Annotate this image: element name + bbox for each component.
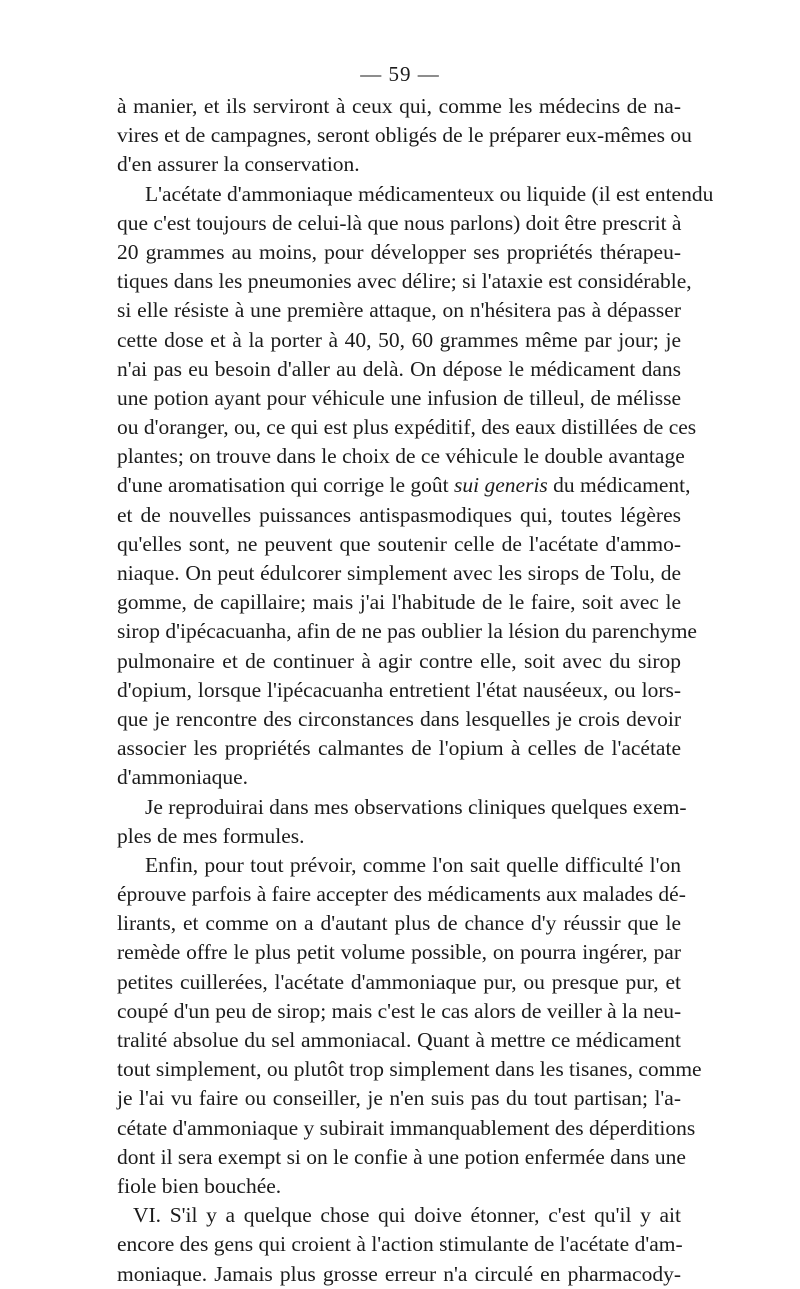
text-line: pulmonaire et de continuer à agir contre elle, soit avec du sirop (117, 648, 681, 673)
text-line: qu'elles sont, ne peuvent que soutenir celle de l'acétate d'ammo- (117, 531, 681, 556)
text-line: encore des gens qui croient à l'action stimulante de l'acétate d'am- (117, 1232, 683, 1257)
text-line: éprouve parfois à faire accepter des médicaments aux malades dé- (117, 882, 686, 907)
text-line: associer les propriétés calmantes de l'opium à celles de l'acétate (117, 736, 681, 761)
text-line: Je reproduirai dans mes observations cliniques quelques exem- (145, 794, 687, 819)
text-line: 20 grammes au moins, pour développer ses propriétés thérapeu- (117, 239, 681, 264)
text-line: L'acétate d'ammoniaque médicamenteux ou liquide (il est entendu (145, 181, 714, 206)
text-line: remède offre le plus petit volume possible, on pourra ingérer, par (117, 940, 681, 965)
text-line: je l'ai vu faire ou conseiller, je n'en suis pas du tout partisan; l'a- (117, 1086, 681, 1111)
text-line: d'ammoniaque. (117, 765, 249, 790)
text-line: petites cuillerées, l'acétate d'ammoniaque pur, ou presque pur, et (117, 969, 681, 994)
text-line: que je rencontre des circonstances dans lesquelles je crois devoir (117, 706, 681, 731)
body-text (117, 92, 714, 1289)
text-line: vires et de campagnes, seront obligés de le préparer eux-mêmes ou (117, 123, 692, 148)
text-line: d'en assurer la conservation. (117, 152, 360, 177)
text-line: niaque. On peut édulcorer simplement avec les sirops de Tolu, de (117, 561, 681, 585)
text-line: n'ai pas eu besoin d'aller au delà. On dépose le médicament dans (117, 356, 681, 381)
text-line: d'une aromatisation qui corrige le goût sui generis du médicament, (117, 473, 691, 498)
text-line: cette dose et à la porter à 40, 50, 60 grammes même par jour; je (117, 327, 681, 352)
text-line: lirants, et comme on a d'autant plus de chance d'y réussir que le (117, 911, 681, 936)
text-line: fiole bien bouchée. (117, 1173, 282, 1198)
text-line: VI. S'il y a quelque chose qui doive étonner, c'est qu'il y ait (133, 1203, 681, 1228)
text-line: tout simplement, ou plutôt trop simplement dans les tisanes, comme (117, 1057, 702, 1082)
text-line: plantes; on trouve dans le choix de ce véhicule le double avantage (117, 444, 685, 469)
text-line: si elle résiste à une première attaque, on n'hésitera pas à dépasser (117, 298, 681, 323)
text-line: coupé d'un peu de sirop; mais c'est le cas alors de veiller à la neu- (117, 998, 682, 1023)
text-line: dont il sera exempt si on le confie à une potion enfermée dans une (117, 1144, 686, 1169)
text-line: tiques dans les pneumonies avec délire; si l'ataxie est considérable, (117, 269, 692, 294)
text-line: ou d'oranger, ou, ce qui est plus expéditif, des eaux distillées de ces (117, 415, 697, 440)
page-number: — 59 — (360, 62, 440, 86)
text-line: une potion ayant pour véhicule une infusion de tilleul, de mélisse (117, 385, 681, 410)
text-line: tralité absolue du sel ammoniacal. Quant à mettre ce médicament (117, 1028, 681, 1052)
text-line: moniaque. Jamais plus grosse erreur n'a circulé en pharmacody- (117, 1261, 681, 1286)
text-line: ples de mes formules. (117, 823, 305, 848)
text-line: que c'est toujours de celui-là que nous parlons) doit être prescrit à (117, 210, 682, 235)
text-line: Enfin, pour tout prévoir, comme l'on sait quelle difficulté l'on (145, 852, 681, 877)
text-line: d'opium, lorsque l'ipécacuanha entretient l'état nauséeux, ou lors- (117, 677, 681, 702)
text-line: et de nouvelles puissances antispasmodiques qui, toutes légères (117, 502, 681, 527)
text-line: cétate d'ammoniaque y subirait immanquablement des déperditions (117, 1115, 696, 1140)
text-line: à manier, et ils serviront à ceux qui, comme les médecins de na- (117, 94, 681, 118)
text-line: gomme, de capillaire; mais j'ai l'habitude de le faire, soit avec le (117, 590, 681, 615)
italic-phrase: sui generis (454, 473, 548, 498)
text-line: sirop d'ipécacuanha, afin de ne pas oublier la lésion du parenchyme (117, 619, 697, 644)
